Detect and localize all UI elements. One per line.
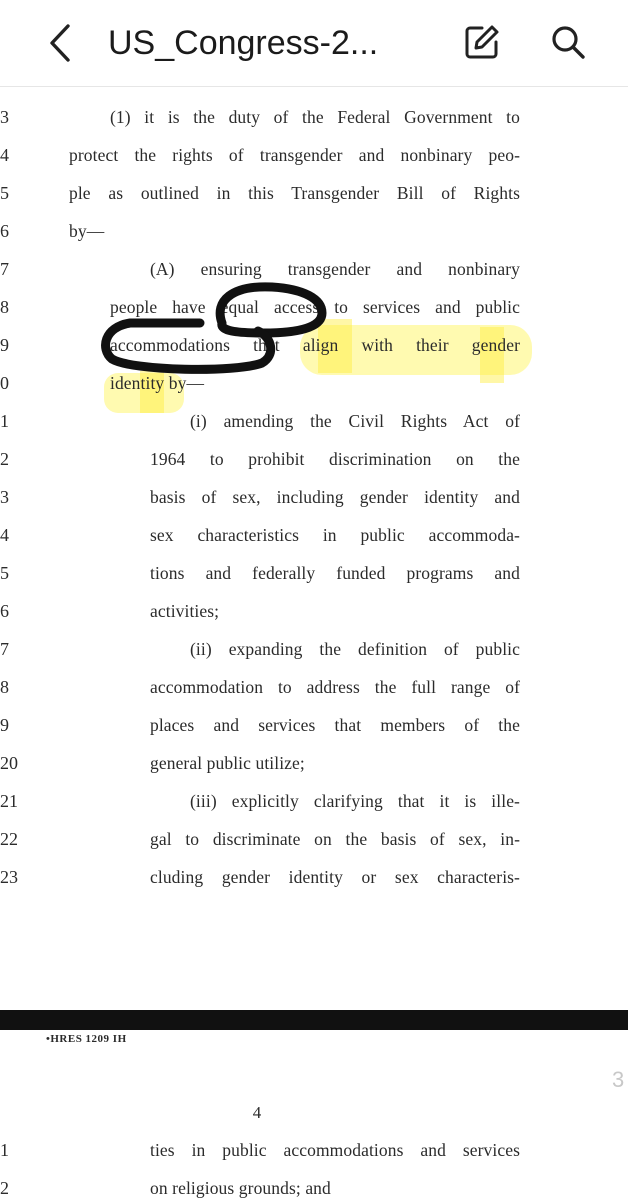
search-button[interactable] xyxy=(548,22,588,62)
line-number: 8 xyxy=(0,677,9,697)
text-line: sex characteristics in public accommoda- xyxy=(150,525,520,545)
line-number: 6 xyxy=(0,221,9,241)
line-number: 5 xyxy=(0,183,9,203)
line-number: 3 xyxy=(0,487,9,507)
text-line: gal to discriminate on the basis of sex, in- xyxy=(150,829,520,849)
text-line: cluding gender identity or sex characteris- xyxy=(150,867,520,887)
document-title: US_Congress-2... xyxy=(108,24,379,62)
top-app-bar xyxy=(0,0,628,87)
line-number: 7 xyxy=(0,259,9,279)
text-line: people have equal access to services and public xyxy=(110,297,520,317)
text-line: activities; xyxy=(150,601,220,621)
text-line: identity by— xyxy=(110,373,205,393)
text-line: accommodations that align with their gender xyxy=(110,335,520,355)
line-number: 2 xyxy=(0,449,9,469)
line-number: 9 xyxy=(0,715,9,735)
text-line: ties in public accommodations and services xyxy=(150,1140,520,1160)
text-line: accommodation to address the full range of xyxy=(150,677,520,697)
page-separator xyxy=(0,1010,628,1030)
line-number: 4 xyxy=(0,145,9,165)
line-number: 2 xyxy=(0,1178,9,1198)
line-number: 8 xyxy=(0,297,9,317)
line-number: 4 xyxy=(0,525,9,545)
text-line: on religious grounds; and xyxy=(150,1178,331,1198)
search-icon xyxy=(548,22,588,62)
line-number: 1 xyxy=(0,411,9,431)
line-number: 22 xyxy=(0,829,18,849)
text-line: (A) ensuring transgender and nonbinary xyxy=(150,259,520,279)
text-line: (iii) explicitly clarifying that it is ille- xyxy=(190,791,520,811)
line-number: 6 xyxy=(0,601,9,621)
text-line: 1964 to prohibit discrimination on the xyxy=(150,449,520,469)
text-line: basis of sex, including gender identity and xyxy=(150,487,520,507)
text-line: by— xyxy=(69,221,105,241)
page-indicator: 3 xyxy=(612,1067,625,1092)
bill-footer: •HRES 1209 IH xyxy=(46,1033,127,1045)
chevron-left-icon xyxy=(42,20,82,66)
back-button[interactable] xyxy=(42,20,82,66)
text-line: tions and federally funded programs and xyxy=(150,563,520,583)
line-number: 20 xyxy=(0,753,18,773)
line-number: 23 xyxy=(0,867,18,887)
text-line: ple as outlined in this Transgender Bill of Rights xyxy=(69,183,520,203)
page-number: 4 xyxy=(252,1103,262,1122)
line-number: 3 xyxy=(0,107,9,127)
text-line: (i) amending the Civil Rights Act of xyxy=(190,411,520,431)
line-number: 9 xyxy=(0,335,9,355)
pen-annotation xyxy=(0,87,628,407)
text-line: (ii) expanding the definition of public xyxy=(190,639,520,659)
edit-icon xyxy=(462,22,502,62)
edit-button[interactable] xyxy=(462,22,502,62)
line-number: 21 xyxy=(0,791,18,811)
text-line: (1) it is the duty of the Federal Government to xyxy=(110,107,520,127)
line-number: 7 xyxy=(0,639,9,659)
line-number: 0 xyxy=(0,373,9,393)
line-number: 5 xyxy=(0,563,9,583)
document-page xyxy=(0,87,628,1092)
line-number: 1 xyxy=(0,1140,9,1160)
text-line: protect the rights of transgender and nonbinary peo- xyxy=(69,145,520,165)
document-page xyxy=(0,1030,628,1200)
text-line: places and services that members of the xyxy=(150,715,520,735)
text-line: general public utilize; xyxy=(150,753,305,773)
